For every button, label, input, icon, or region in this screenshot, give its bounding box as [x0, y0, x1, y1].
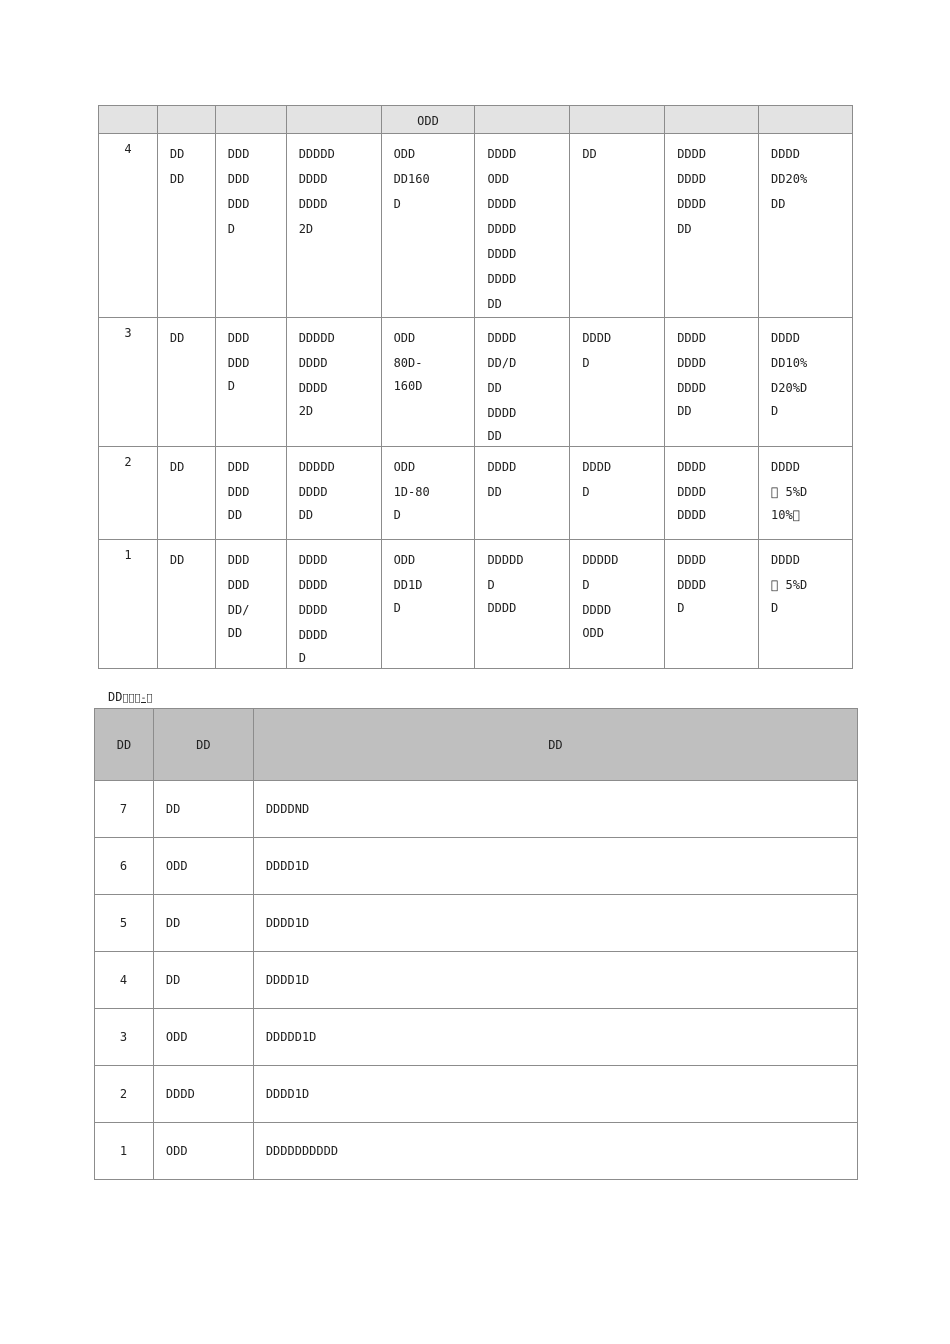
cell-line: DD/D: [487, 356, 517, 370]
level-cell: 4: [99, 134, 158, 318]
cell-line: DD: [771, 197, 786, 211]
table-cell: [475, 447, 570, 540]
cell-line: DD: [677, 222, 692, 236]
cell-line: DDDD: [677, 331, 707, 345]
cell-line: 2D: [298, 222, 314, 236]
cell-line: D: [582, 356, 590, 370]
table-cell: [215, 318, 286, 447]
cell-line: DD: [487, 297, 502, 311]
cell-line: DDDD: [487, 406, 517, 420]
cell-line: DD: [169, 331, 185, 345]
table-cell: [570, 447, 665, 540]
cell-line: D: [771, 404, 779, 418]
table-row: [95, 952, 858, 1009]
cell-line: DD10%: [771, 356, 808, 370]
cell-line: DDDD: [298, 197, 328, 211]
header-cell: DD: [253, 709, 857, 781]
description-cell: DDDD1D: [253, 1066, 857, 1123]
header-cell: [157, 106, 215, 134]
header-cell: ODD: [381, 106, 475, 134]
cell-line: D: [582, 578, 590, 592]
cell-line: DD1D: [393, 578, 423, 592]
table-cell: [286, 134, 381, 318]
cell-line: D: [298, 651, 306, 665]
cell-line: DDD: [227, 485, 250, 499]
level-cell: 5: [95, 895, 154, 952]
cell-line: ODD: [393, 331, 416, 345]
level-cell: 1: [99, 540, 158, 669]
cell-line: D20%D: [771, 381, 808, 395]
table-cell: [381, 447, 475, 540]
level-cell: 1: [95, 1123, 154, 1180]
cell-line: D: [677, 601, 685, 615]
cell-line: DD: [169, 172, 185, 186]
name-cell: DD: [153, 952, 253, 1009]
table-cell: [215, 447, 286, 540]
table-row: [95, 838, 858, 895]
cell-line: DDDDD: [298, 331, 335, 345]
table-row: [95, 1123, 858, 1180]
table-row: [95, 895, 858, 952]
cell-line: DD160: [393, 172, 430, 186]
table-row: [99, 540, 853, 669]
cell-line: DDD: [227, 147, 250, 161]
cell-line: DD: [677, 404, 692, 418]
name-cell: ODD: [153, 1123, 253, 1180]
cell-line: DDDD: [298, 381, 328, 395]
cell-line: D: [393, 508, 401, 522]
cell-line: 2D: [298, 404, 314, 418]
level-cell: 2: [99, 447, 158, 540]
cell-line: DDDD: [487, 197, 517, 211]
table-cell: [157, 134, 215, 318]
cell-line: DDDD: [582, 460, 612, 474]
cell-line: DDDD: [677, 485, 707, 499]
cell-line: ODD: [393, 460, 416, 474]
header-cell: DD: [95, 709, 154, 781]
table-cell: [157, 318, 215, 447]
description-cell: DDDD1D: [253, 838, 857, 895]
grading-table: [98, 105, 853, 669]
cell-line: DDDDD: [298, 147, 335, 161]
name-cell: DD: [153, 895, 253, 952]
level-table: [94, 708, 858, 1180]
cell-line: DD: [227, 626, 243, 640]
table-cell: [475, 540, 570, 669]
cell-line: DDDD: [487, 272, 517, 286]
table-cell: [286, 447, 381, 540]
cell-line: DDDD: [677, 172, 707, 186]
table-cell: [475, 134, 570, 318]
table-cell: [157, 540, 215, 669]
cell-line: DDDD: [677, 508, 707, 522]
cell-line: DDDDD: [582, 553, 619, 567]
cell-line: DDDD: [298, 485, 328, 499]
cell-line: DD20%: [771, 172, 808, 186]
cell-line: DD: [487, 485, 502, 499]
description-cell: DDDD1D: [253, 952, 857, 1009]
cell-line: DD/: [227, 603, 250, 617]
table-cell: [381, 318, 475, 447]
cell-line: DDD: [227, 356, 250, 370]
cell-line: D: [393, 197, 401, 211]
level-cell: 2: [95, 1066, 154, 1123]
cell-line: DDDD: [487, 222, 517, 236]
cell-line: DDDD: [677, 460, 707, 474]
cell-line: 10% : [771, 508, 800, 522]
cell-line: ODD: [487, 172, 510, 186]
header-cell: [286, 106, 381, 134]
name-cell: DDDD: [153, 1066, 253, 1123]
cell-line: ODD: [393, 553, 416, 567]
cell-line: DDDD: [298, 628, 328, 642]
header-cell: [99, 106, 158, 134]
cell-line: DDDD: [677, 578, 707, 592]
description-cell: DDDDD1D: [253, 1009, 857, 1066]
cell-line: DDDD: [298, 603, 328, 617]
cell-line: DDDD: [298, 172, 328, 186]
cell-line: DDD: [227, 197, 250, 211]
level-cell: 7: [95, 781, 154, 838]
cell-line: DDDD: [298, 578, 328, 592]
cell-line: DDDD: [771, 147, 800, 161]
cell-line: DD: [487, 429, 502, 443]
cell-line: DDDD: [298, 553, 328, 567]
table-caption: [108, 690, 153, 704]
description-cell: DDDDND: [253, 781, 857, 838]
cell-line: DDD: [227, 578, 250, 592]
cell-line: DDD: [227, 553, 250, 567]
cell-line: 1D-80: [393, 485, 430, 499]
cell-line: DDDD: [677, 356, 707, 370]
table-cell: [665, 134, 759, 318]
table-cell: [215, 134, 286, 318]
cell-line: DDDD: [582, 603, 612, 617]
cell-line: DD: [582, 147, 597, 161]
cell-line: DD: [169, 460, 185, 474]
table-cell: [570, 318, 665, 447]
cell-line: DDDDD: [487, 553, 524, 567]
table-cell: [759, 540, 853, 669]
table-cell: [570, 540, 665, 669]
cell-line: DD: [298, 508, 314, 522]
table-row: [99, 447, 853, 540]
cell-line: D: [227, 379, 236, 393]
cell-line: DDD: [227, 460, 250, 474]
level-cell: 3: [99, 318, 158, 447]
cell-line: DDDD: [487, 460, 517, 474]
cell-line: DDDD: [487, 331, 517, 345]
cell-line: DDDD: [677, 553, 707, 567]
cell-line:   5%D: [771, 485, 808, 499]
cell-line: DD: [487, 381, 502, 395]
table-cell: [759, 134, 853, 318]
cell-line: DDD: [227, 331, 250, 345]
table-cell: [665, 447, 759, 540]
cell-line:   5%D: [771, 578, 808, 592]
cell-line: DDDD: [677, 197, 707, 211]
cell-line: DDDD: [298, 356, 328, 370]
table-cell: [759, 318, 853, 447]
header-cell: [570, 106, 665, 134]
level-cell: 3: [95, 1009, 154, 1066]
table-cell: [381, 540, 475, 669]
level-cell: 6: [95, 838, 154, 895]
cell-line: DDDD: [771, 553, 800, 567]
table-row: [95, 1009, 858, 1066]
level-cell: 4: [95, 952, 154, 1009]
cell-line: DDDDD: [298, 460, 335, 474]
table-cell: [759, 447, 853, 540]
cell-line: D: [487, 578, 495, 592]
table-cell: [286, 540, 381, 669]
cell-line: DDDD: [677, 381, 707, 395]
header-cell: [759, 106, 853, 134]
name-cell: ODD: [153, 838, 253, 895]
cell-line: DDDD: [771, 460, 800, 474]
header-cell: [475, 106, 570, 134]
cell-line: DD: [227, 508, 243, 522]
cell-line: D: [393, 601, 401, 615]
table-cell: [665, 318, 759, 447]
description-cell: DDDDDDDDDD: [253, 1123, 857, 1180]
table-cell: [665, 540, 759, 669]
table-cell: [475, 318, 570, 447]
table-cell: [286, 318, 381, 447]
header-cell: [665, 106, 759, 134]
caption-code:    - : [122, 693, 153, 704]
grading-table-header: [99, 106, 853, 134]
table-row: [95, 781, 858, 838]
name-cell: DD: [153, 781, 253, 838]
table-row: [99, 318, 853, 447]
cell-line: DD: [169, 147, 185, 161]
header-cell: [215, 106, 286, 134]
header-cell: DD: [153, 709, 253, 781]
cell-line: D: [771, 601, 779, 615]
cell-line: 80D-: [393, 356, 423, 370]
table-row: [95, 1066, 858, 1123]
level-table-header: [95, 709, 858, 781]
table-cell: [157, 447, 215, 540]
cell-line: ODD: [582, 626, 604, 640]
table-cell: [381, 134, 475, 318]
cell-line: DDDD: [582, 331, 612, 345]
table-cell: [215, 540, 286, 669]
cell-line: D: [227, 222, 236, 236]
table-row: [99, 134, 853, 318]
cell-line: ODD: [393, 147, 416, 161]
cell-line: DDDD: [487, 147, 517, 161]
cell-line: DDDD: [771, 331, 800, 345]
cell-line: D: [582, 485, 590, 499]
description-cell: DDDD1D: [253, 895, 857, 952]
caption-prefix: DD: [108, 690, 123, 704]
name-cell: ODD: [153, 1009, 253, 1066]
cell-line: DDDD: [487, 247, 517, 261]
cell-line: 160D: [393, 379, 423, 393]
cell-line: DDDD: [677, 147, 707, 161]
cell-line: DDD: [227, 172, 250, 186]
cell-line: DD: [169, 553, 185, 567]
table-cell: [570, 134, 665, 318]
cell-line: DDDD: [487, 601, 517, 615]
